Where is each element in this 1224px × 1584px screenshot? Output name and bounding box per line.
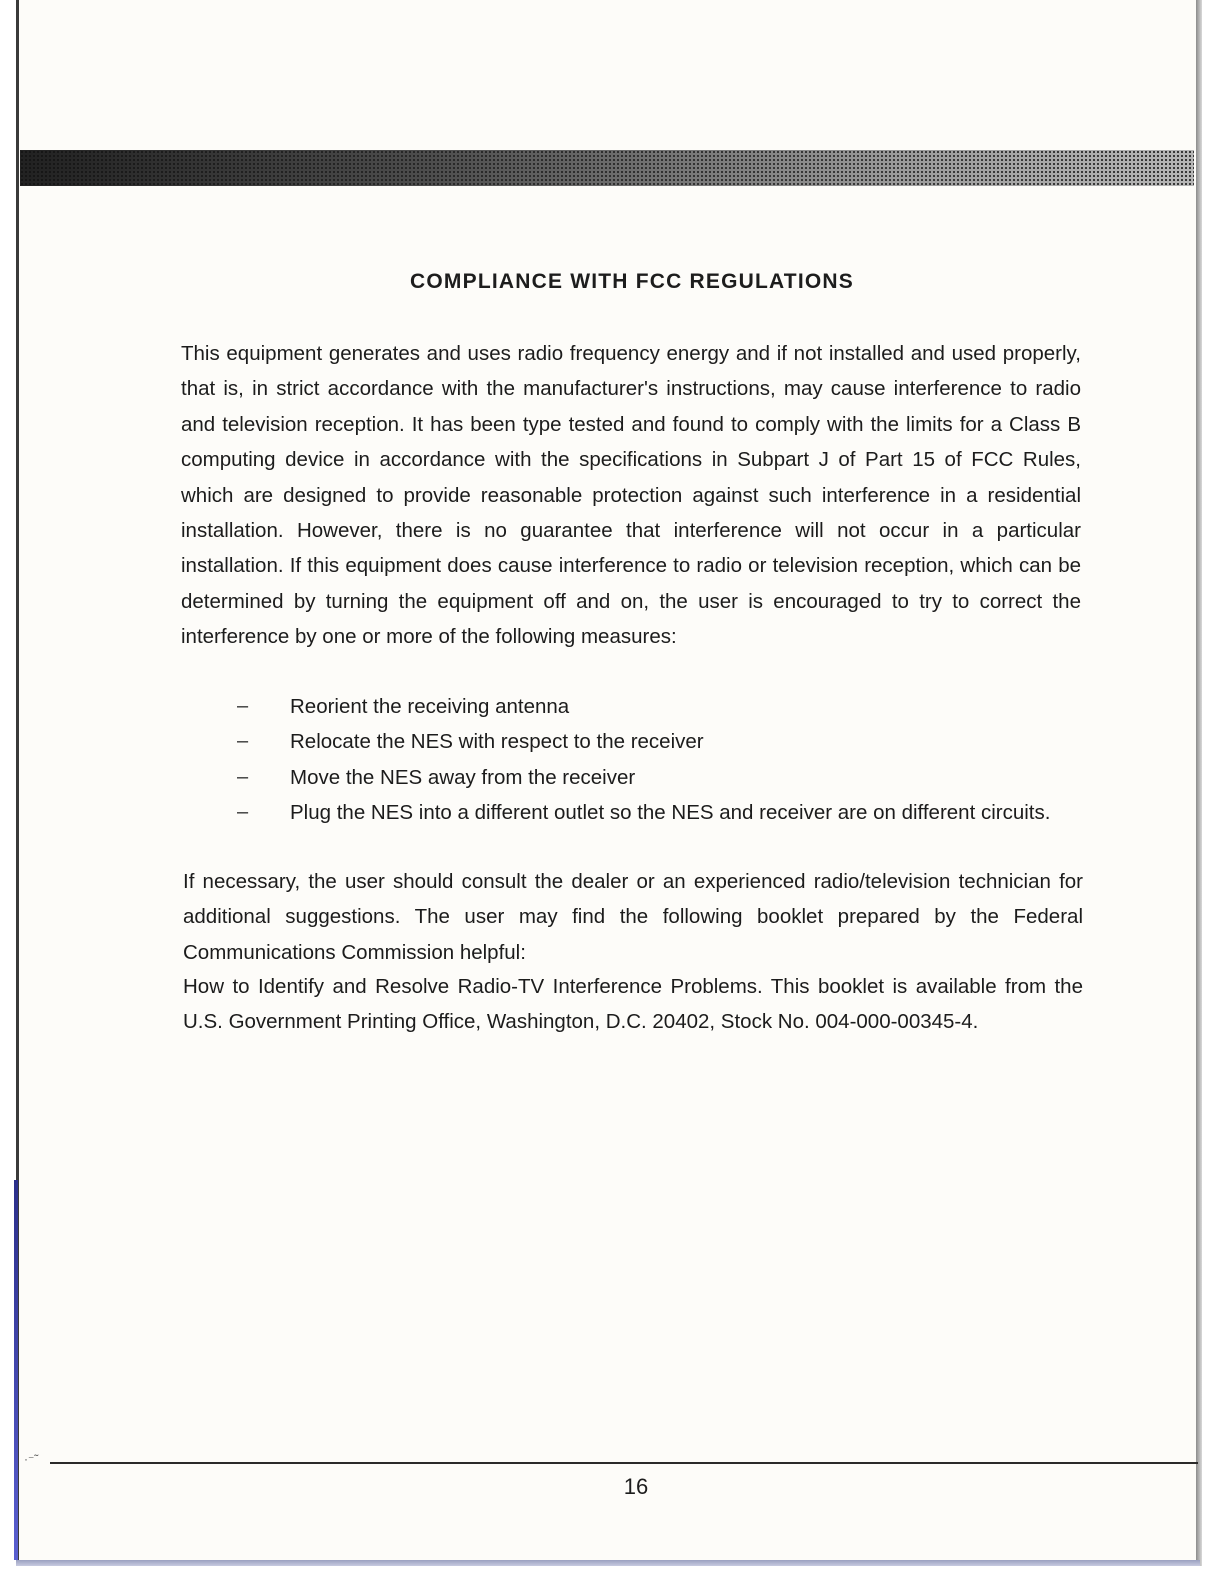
list-item-text: Move the NES away from the receiver: [290, 765, 636, 789]
list-item: [181, 689, 1081, 724]
page-number: 16: [623, 1474, 649, 1499]
list-item: [181, 724, 1081, 759]
list-item-text: Relocate the NES with respect to the receiver: [290, 730, 704, 754]
corner-mark: ·⁻˜: [24, 1452, 39, 1466]
halftone-header-band: [20, 150, 1194, 186]
booklet-paragraph: How to Identify and Resolve Radio-TV Interference Problems. This booklet is available from the U.S. Government Printing Office, Washington, D.C. 20402, Stock No. 004-000-00345-4.: [183, 975, 1083, 1034]
list-item: [181, 795, 1081, 830]
list-item: [181, 760, 1081, 795]
dash-bullet: –: [237, 695, 249, 717]
measures-list: [181, 689, 1081, 831]
footer-rule: [50, 1462, 1198, 1464]
dash-bullet: –: [237, 801, 249, 824]
binding-edge: [1196, 0, 1202, 1566]
list-item-text: Plug the NES into a different outlet so the NES and receiver are on different circuits.: [290, 801, 1051, 825]
list-item-text: Reorient the receiving antenna: [290, 695, 570, 718]
page-title: COMPLIANCE WITH FCC REGULATIONS: [410, 270, 854, 293]
intro-paragraph: This equipment generates and uses radio frequency energy and if not installed and used properly, that is, in strict accordance with the manufacturer's instructions, may cause interference to radio and television reception. It has been type tested and found to comply with the limits for a Class B computing device in accordance with the specifications in Subpart J of Part 15 of FCC Rules, which are designed to provide reasonable protection against such interference in a residential installation. However, there is no guarantee that interference will not occur in a particular installation. If this equipment does cause interference to radio or television reception, which can be determined by turning the equipment off and on, the user is encouraged to try to correct the interference by one or more of the following measures:: [181, 342, 1081, 649]
dash-bullet: –: [237, 765, 249, 788]
page-bottom-edge: [16, 1560, 1200, 1566]
spine-edge: [14, 1180, 18, 1560]
dash-bullet: –: [237, 730, 249, 753]
consult-paragraph: If necessary, the user should consult the dealer or an experienced radio/television technician for additional suggestions. The user may find the following booklet prepared by the Federal Communications Commission helpful:: [183, 870, 1083, 964]
